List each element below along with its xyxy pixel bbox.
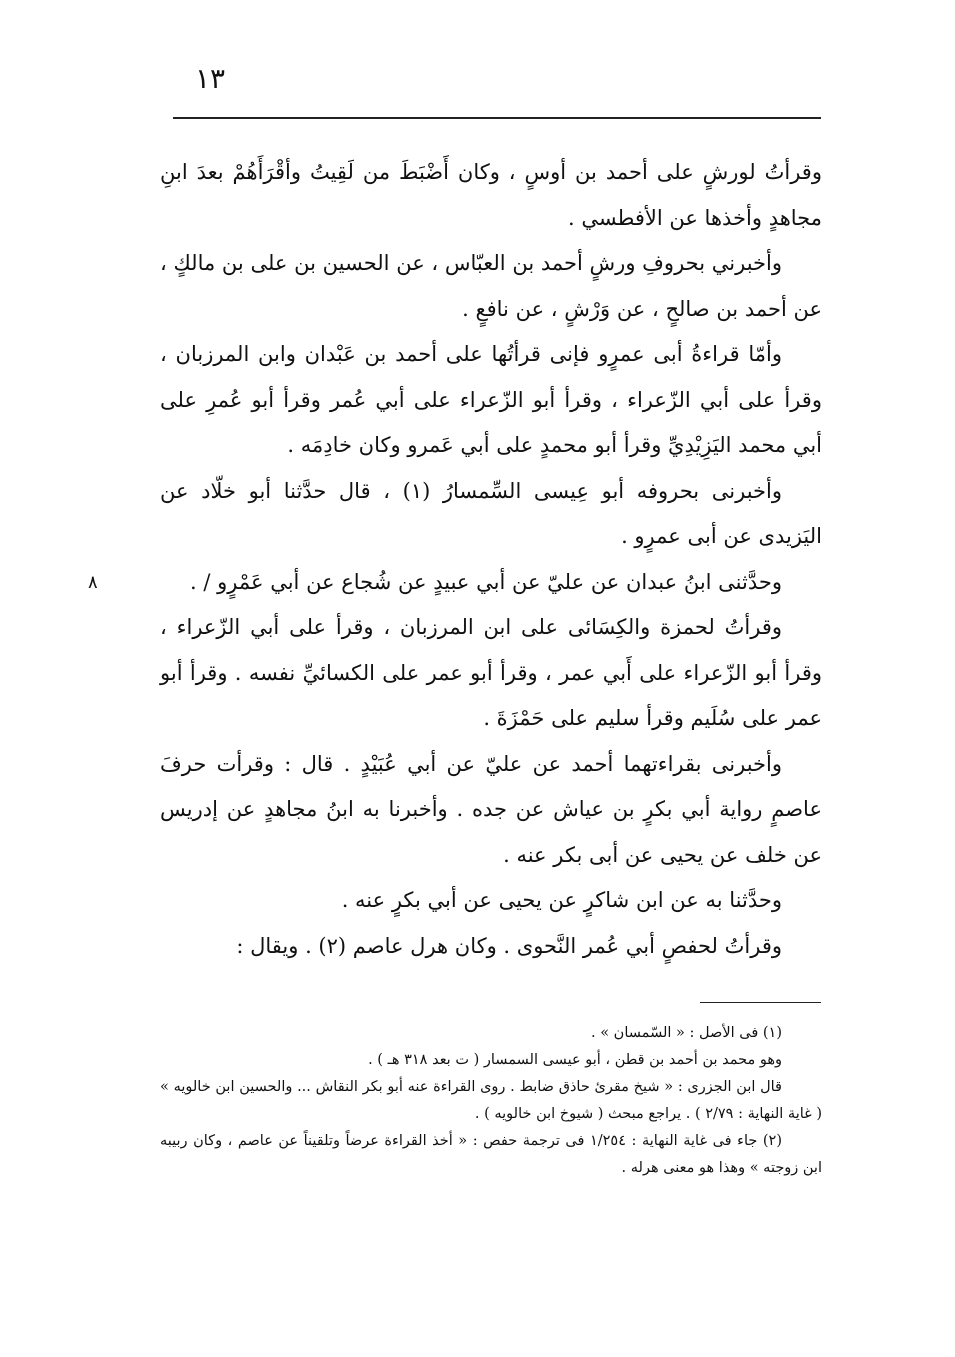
- footnote: وهو محمد بن أحمد بن قطن ، أبو عيسى السمسار ( ت بعد ٣١٨ هـ ) .: [368, 1052, 782, 1068]
- footnotes: [160, 1020, 822, 1182]
- body-text: [160, 150, 822, 969]
- footnote: قال ابن الجزرى : « شيخ مقرئ حاذق ضابط . روى القراءة عنه أبو بكر النقاش ... والحسين ابن خالويه » ( غاية النهاية : ٢/٧٩ ) . يراجع مبحث ( شيوخ ابن خالويه ) .: [160, 1079, 822, 1122]
- paragraph: وحدَّثنا به عن ابن شاكرٍ عن يحيى عن أبي بكرٍ عنه .: [341, 888, 782, 912]
- page-number: ١٣: [194, 62, 226, 95]
- paragraph: وأمّا قراءةُ أبى عمرٍو فإنى قرأتُها على أحمد بن عَبْدان وابن المرزبان ، وقرأ على أبي الزّعراء ، وقرأ أبو الزّعراء على أبي عُمر وقرأ أبو عُمرِ على أبي محمد اليَزِيْدِيِّ وقرأ أبو محمدٍ على أبي عَمرو وكان خادِمَه .: [160, 342, 822, 457]
- margin-number: ٨: [88, 572, 98, 593]
- footnote-rule: [700, 1002, 821, 1003]
- footnote: (١) فى الأصل : « السّمسان » .: [590, 1025, 782, 1041]
- paragraph: وأخبرنى بحروفه أبو عِيسى السِّمسارُ (١) ، قال حدَّثنا أبو خلّاد عن اليَزيدى عن أبى عمرٍو .: [160, 478, 822, 548]
- paragraph: وقرأتُ لحفصٍ أبي عُمر النَّحوى . وكان هرل عاصم (٢) . ويقال :: [236, 933, 782, 958]
- footnote: (٢) جاء فى غاية النهاية : ١/٢٥٤ فى ترجمة حفص : « أخذ القراءة عرضاً وتلقيناً عن عاصم ، وكان ربيبه ابن زوجته » وهذا هو معنى هرله .: [160, 1133, 822, 1176]
- paragraph: وقرأتُ لحمزة والكِسَائى على ابن المرزبان ، وقرأ على أبي الزّعراء ، وقرأ أبو الزّعراء على أَبي عمر ، وقرأ أبو عمر على الكسائيِّ نفسه . وقرأ أبو عمر على سُلَيم وقرأ سليم على حَمْزَةَ .: [160, 615, 822, 730]
- paragraph: وأخبرني بحروفِ ورشٍ أحمد بن العبّاس ، عن الحسين بن على بن مالكٍ ، عن أحمد بن صالحٍ ، عن وَرْشٍ ، عن نافعٍ .: [160, 251, 822, 321]
- paragraph: وحدَّثنى ابنُ عبدان عن عليّ عن أبي عبيدٍ عن شُجاع عن أبي عَمْرٍو / .: [190, 569, 782, 594]
- paragraph: وقرأتُ لورشٍ على أحمد بن أوسٍ ، وكان أَضْبَطَ من لَقِيتُ وأقْرَأَهُمْ بعدَ ابنِ مجاهدٍ وأخذها عن الأفطسي .: [160, 160, 822, 230]
- paragraph: وأخبرنى بقراءتهما أحمد عن عليّ عن أبي عُبَيْدٍ . قال : وقرأت حرفَ عاصمٍ رواية أبي بكرٍ بن عياش عن جده . وأخبرنا به ابنُ مجاهدٍ عن إدريس عن خلف عن يحيى عن أبى بكر عنه .: [160, 751, 822, 867]
- header-rule: [173, 117, 821, 119]
